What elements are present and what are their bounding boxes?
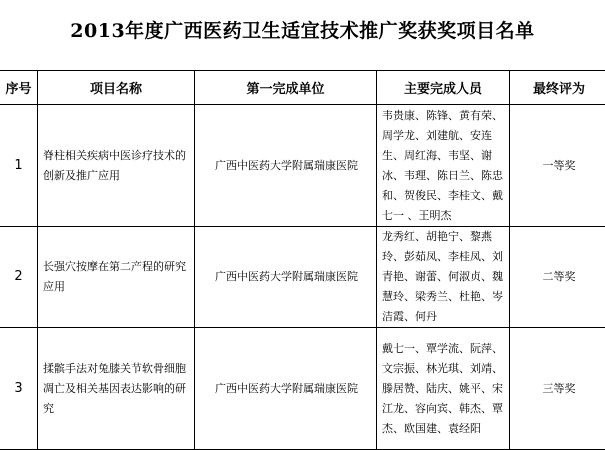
- table-header-row: [0, 71, 605, 105]
- award-table: [0, 70, 605, 450]
- table-row: [0, 105, 605, 227]
- row-first-unit: 广西中医药大学附属瑞康医院: [195, 328, 377, 450]
- row-main-people: 韦贵康、陈锋、黄有荣、周学龙、刘建航、安连生、周红海、韦坚、谢冰、韦理、陈日兰、陈忠和、贺俊民、李桂文、戴七一 、王明杰: [377, 105, 510, 227]
- row-first-unit: 广西中医药大学附属瑞康医院: [195, 227, 377, 328]
- row-main-people: 龙秀红、胡艳宁、黎燕玲、彭茹凤、李桂凤、刘青艳、谢蕾、何淑贞、魏慧玲、梁秀兰、杜艳、岑洁霞、何丹: [377, 227, 510, 328]
- row-first-unit: 广西中医药大学附属瑞康医院: [195, 105, 377, 227]
- row-index: 1: [0, 105, 38, 227]
- row-index: 2: [0, 227, 38, 328]
- header-index: 序号: [0, 71, 38, 105]
- header-first-unit: 第一完成单位: [195, 71, 377, 105]
- page-title: 2013年度广西医药卫生适宜技术推广奖获奖项目名单: [0, 16, 605, 43]
- row-final-grade: 二等奖: [510, 227, 605, 328]
- row-final-grade: 一等奖: [510, 105, 605, 227]
- row-final-grade: 三等奖: [510, 328, 605, 450]
- header-final-grade: 最终评为: [510, 71, 605, 105]
- table-row: [0, 328, 605, 450]
- row-project-name: 揉髌手法对兔膝关节软骨细胞凋亡及相关基因表达影响的研究: [38, 328, 195, 450]
- row-project-name: 长强穴按摩在第二产程的研究应用: [38, 227, 195, 328]
- row-main-people: 戴七一、覃学流、阮萍、文宗振、林光琪、刘靖、滕居赞、陆庆、姚平、宋江龙、容向宾、韩杰、覃杰、欧国建、袁经阳: [377, 328, 510, 450]
- header-project-name: 项目名称: [38, 71, 195, 105]
- header-main-people: 主要完成人员: [377, 71, 510, 105]
- row-project-name: 脊柱相关疾病中医诊疗技术的创新及推广应用: [38, 105, 195, 227]
- table-row: [0, 227, 605, 328]
- row-index: 3: [0, 328, 38, 450]
